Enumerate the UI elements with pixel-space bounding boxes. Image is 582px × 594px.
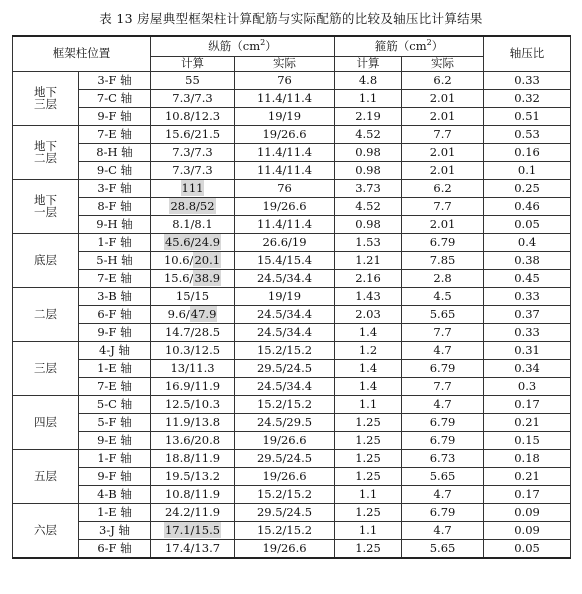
long-bar-calc xyxy=(151,270,235,288)
long-bar-calc xyxy=(151,72,235,90)
stirrup-actual: 6.73 xyxy=(402,450,484,468)
axial-ratio: 0.16 xyxy=(484,144,571,162)
long-bar-actual: 24.5/34.4 xyxy=(235,306,335,324)
axial-ratio: 0.1 xyxy=(484,162,571,180)
stirrup-calc: 1.4 xyxy=(335,324,402,342)
long-bar-actual: 19/19 xyxy=(235,108,335,126)
axial-ratio: 0.05 xyxy=(484,216,571,234)
stirrup-actual: 7.7 xyxy=(402,324,484,342)
table-row xyxy=(13,306,571,324)
long-bar-actual: 11.4/11.4 xyxy=(235,144,335,162)
table-row xyxy=(13,540,571,559)
long-bar-calc xyxy=(151,252,235,270)
highlighted-value: 28.8/52 xyxy=(170,198,215,213)
value-part: 9.6/ xyxy=(167,306,190,321)
axial-ratio: 0.09 xyxy=(484,504,571,522)
floor-label: 四层 xyxy=(13,396,79,450)
long-bar-actual: 24.5/34.4 xyxy=(235,378,335,396)
header-stirrup-sup: 2 xyxy=(426,37,432,47)
header-stirrup-actual: 实际 xyxy=(402,57,484,72)
value-part: 8.1/8.1 xyxy=(172,216,213,231)
table-row xyxy=(13,468,571,486)
long-bar-calc xyxy=(151,432,235,450)
axial-ratio: 0.46 xyxy=(484,198,571,216)
value-part: 10.3/12.5 xyxy=(164,342,221,357)
column-axis: 9-F 轴 xyxy=(79,468,151,486)
value-part: 10.6/ xyxy=(163,252,194,267)
value-part: 7.3/7.3 xyxy=(172,90,213,105)
axial-ratio: 0.32 xyxy=(484,90,571,108)
long-bar-actual: 29.5/24.5 xyxy=(235,504,335,522)
column-axis: 5-F 轴 xyxy=(79,414,151,432)
table-row xyxy=(13,144,571,162)
header-long-actual: 实际 xyxy=(235,57,335,72)
long-bar-calc xyxy=(151,468,235,486)
stirrup-calc: 4.52 xyxy=(335,198,402,216)
long-bar-actual: 24.5/34.4 xyxy=(235,270,335,288)
stirrup-calc: 1.1 xyxy=(335,486,402,504)
long-bar-actual: 24.5/34.4 xyxy=(235,324,335,342)
long-bar-actual: 11.4/11.4 xyxy=(235,216,335,234)
long-bar-calc xyxy=(151,306,235,324)
axial-ratio: 0.33 xyxy=(484,288,571,306)
stirrup-calc: 0.98 xyxy=(335,216,402,234)
header-stirrup-calc: 计算 xyxy=(335,57,402,72)
stirrup-actual: 2.01 xyxy=(402,216,484,234)
long-bar-calc xyxy=(151,450,235,468)
table-body xyxy=(13,72,571,559)
column-axis: 9-E 轴 xyxy=(79,432,151,450)
axial-ratio: 0.33 xyxy=(484,72,571,90)
stirrup-actual: 2.01 xyxy=(402,90,484,108)
header-long-bar xyxy=(151,36,335,57)
column-axis: 1-F 轴 xyxy=(79,234,151,252)
stirrup-calc: 2.03 xyxy=(335,306,402,324)
stirrup-actual: 2.01 xyxy=(402,144,484,162)
stirrup-calc: 1.1 xyxy=(335,90,402,108)
highlighted-value: 47.9 xyxy=(190,306,217,321)
table-row xyxy=(13,162,571,180)
long-bar-actual: 19/26.6 xyxy=(235,432,335,450)
axial-ratio: 0.17 xyxy=(484,396,571,414)
axial-ratio: 0.17 xyxy=(484,486,571,504)
table-row xyxy=(13,324,571,342)
column-axis: 3-F 轴 xyxy=(79,72,151,90)
axial-ratio: 0.4 xyxy=(484,234,571,252)
long-bar-calc xyxy=(151,180,235,198)
table-row xyxy=(13,360,571,378)
value-part: 55 xyxy=(185,72,200,87)
column-axis: 7-C 轴 xyxy=(79,90,151,108)
table-row xyxy=(13,414,571,432)
column-axis: 7-E 轴 xyxy=(79,126,151,144)
stirrup-actual: 4.7 xyxy=(402,342,484,360)
column-axis: 9-F 轴 xyxy=(79,108,151,126)
header-stirrup-close: ） xyxy=(431,38,444,53)
floor-label: 地下 一层 xyxy=(13,180,79,234)
long-bar-actual: 15.4/15.4 xyxy=(235,252,335,270)
stirrup-calc: 1.2 xyxy=(335,342,402,360)
column-axis: 4-B 轴 xyxy=(79,486,151,504)
axial-ratio: 0.33 xyxy=(484,324,571,342)
long-bar-calc xyxy=(151,234,235,252)
stirrup-calc: 3.73 xyxy=(335,180,402,198)
value-part: 19.5/13.2 xyxy=(164,468,221,483)
long-bar-calc xyxy=(151,162,235,180)
table-row xyxy=(13,342,571,360)
stirrup-calc: 4.8 xyxy=(335,72,402,90)
long-bar-calc xyxy=(151,144,235,162)
long-bar-actual: 76 xyxy=(235,72,335,90)
axial-ratio: 0.3 xyxy=(484,378,571,396)
value-part: 15.6/21.5 xyxy=(164,126,221,141)
long-bar-calc xyxy=(151,378,235,396)
stirrup-calc: 1.21 xyxy=(335,252,402,270)
column-axis: 1-E 轴 xyxy=(79,504,151,522)
floor-label: 二层 xyxy=(13,288,79,342)
axial-ratio: 0.21 xyxy=(484,468,571,486)
long-bar-actual: 29.5/24.5 xyxy=(235,360,335,378)
value-part: 15/15 xyxy=(175,288,210,303)
long-bar-actual: 15.2/15.2 xyxy=(235,396,335,414)
column-axis: 9-F 轴 xyxy=(79,324,151,342)
stirrup-actual: 2.01 xyxy=(402,108,484,126)
table-row xyxy=(13,288,571,306)
highlighted-value: 111 xyxy=(181,180,204,195)
long-bar-calc xyxy=(151,414,235,432)
stirrup-actual: 5.65 xyxy=(402,540,484,559)
highlighted-value: 17.1/15.5 xyxy=(164,522,221,537)
long-bar-actual: 15.2/15.2 xyxy=(235,486,335,504)
stirrup-calc: 1.43 xyxy=(335,288,402,306)
table-row xyxy=(13,432,571,450)
header-long-bar-label: 纵筋（cm xyxy=(208,38,261,53)
value-part: 24.2/11.9 xyxy=(164,504,221,519)
long-bar-actual: 19/19 xyxy=(235,288,335,306)
long-bar-actual: 19/26.6 xyxy=(235,198,335,216)
stirrup-actual: 7.7 xyxy=(402,378,484,396)
long-bar-calc xyxy=(151,108,235,126)
floor-label: 六层 xyxy=(13,504,79,559)
long-bar-calc xyxy=(151,216,235,234)
table-row xyxy=(13,378,571,396)
stirrup-calc: 2.16 xyxy=(335,270,402,288)
value-part: 17.4/13.7 xyxy=(164,540,221,555)
long-bar-calc xyxy=(151,324,235,342)
long-bar-calc xyxy=(151,504,235,522)
table-row xyxy=(13,126,571,144)
long-bar-actual: 15.2/15.2 xyxy=(235,342,335,360)
column-axis: 3-F 轴 xyxy=(79,180,151,198)
value-part: 7.3/7.3 xyxy=(172,144,213,159)
stirrup-calc: 1.25 xyxy=(335,540,402,559)
column-axis: 7-E 轴 xyxy=(79,270,151,288)
long-bar-calc xyxy=(151,396,235,414)
stirrup-actual: 2.8 xyxy=(402,270,484,288)
table-row xyxy=(13,90,571,108)
stirrup-actual: 6.2 xyxy=(402,72,484,90)
stirrup-calc: 2.19 xyxy=(335,108,402,126)
long-bar-actual: 19/26.6 xyxy=(235,126,335,144)
stirrup-calc: 1.25 xyxy=(335,468,402,486)
highlighted-value: 38.9 xyxy=(194,270,221,285)
value-part: 14.7/28.5 xyxy=(164,324,221,339)
stirrup-calc: 1.1 xyxy=(335,522,402,540)
long-bar-actual: 76 xyxy=(235,180,335,198)
stirrup-actual: 4.7 xyxy=(402,396,484,414)
value-part: 13.6/20.8 xyxy=(164,432,221,447)
table-row xyxy=(13,216,571,234)
long-bar-actual: 11.4/11.4 xyxy=(235,162,335,180)
axial-ratio: 0.09 xyxy=(484,522,571,540)
stirrup-actual: 6.79 xyxy=(402,504,484,522)
value-part: 18.8/11.9 xyxy=(164,450,221,465)
stirrup-actual: 6.79 xyxy=(402,234,484,252)
column-axis: 3-J 轴 xyxy=(79,522,151,540)
stirrup-calc: 1.25 xyxy=(335,414,402,432)
table-row xyxy=(13,396,571,414)
table-row xyxy=(13,108,571,126)
floor-label: 底层 xyxy=(13,234,79,288)
column-axis: 7-E 轴 xyxy=(79,378,151,396)
value-part: 11.9/13.8 xyxy=(164,414,221,429)
header-axial-ratio: 轴压比 xyxy=(484,36,571,72)
stirrup-actual: 4.7 xyxy=(402,486,484,504)
header-position: 框架柱位置 xyxy=(13,36,151,72)
stirrup-calc: 4.52 xyxy=(335,126,402,144)
table-row xyxy=(13,486,571,504)
axial-ratio: 0.34 xyxy=(484,360,571,378)
table-row xyxy=(13,270,571,288)
axial-ratio: 0.15 xyxy=(484,432,571,450)
stirrup-actual: 2.01 xyxy=(402,162,484,180)
stirrup-actual: 6.79 xyxy=(402,360,484,378)
header-row-1 xyxy=(13,36,571,57)
long-bar-calc xyxy=(151,522,235,540)
axial-ratio: 0.25 xyxy=(484,180,571,198)
stirrup-actual: 6.79 xyxy=(402,432,484,450)
long-bar-calc xyxy=(151,288,235,306)
stirrup-calc: 1.53 xyxy=(335,234,402,252)
long-bar-actual: 26.6/19 xyxy=(235,234,335,252)
column-axis: 9-H 轴 xyxy=(79,216,151,234)
stirrup-actual: 4.7 xyxy=(402,522,484,540)
value-part: 13/11.3 xyxy=(170,360,215,375)
table-row xyxy=(13,72,571,90)
axial-ratio: 0.53 xyxy=(484,126,571,144)
value-part: 12.5/10.3 xyxy=(164,396,221,411)
stirrup-actual: 7.85 xyxy=(402,252,484,270)
long-bar-calc xyxy=(151,198,235,216)
table-title: 表 13 房屋典型框架柱计算配筋与实际配筋的比较及轴压比计算结果 xyxy=(99,11,483,26)
column-axis: 6-F 轴 xyxy=(79,540,151,559)
column-axis: 9-C 轴 xyxy=(79,162,151,180)
long-bar-actual: 11.4/11.4 xyxy=(235,90,335,108)
floor-label: 五层 xyxy=(13,450,79,504)
axial-ratio: 0.31 xyxy=(484,342,571,360)
stirrup-calc: 1.25 xyxy=(335,432,402,450)
long-bar-calc xyxy=(151,342,235,360)
stirrup-actual: 6.79 xyxy=(402,414,484,432)
long-bar-actual: 15.2/15.2 xyxy=(235,522,335,540)
stirrup-actual: 4.5 xyxy=(402,288,484,306)
long-bar-actual: 24.5/29.5 xyxy=(235,414,335,432)
header-stirrup xyxy=(335,36,484,57)
long-bar-calc xyxy=(151,486,235,504)
table-row xyxy=(13,198,571,216)
axial-ratio: 0.51 xyxy=(484,108,571,126)
value-part: 16.9/11.9 xyxy=(164,378,221,393)
floor-label: 地下 二层 xyxy=(13,126,79,180)
value-part: 7.3/7.3 xyxy=(172,162,213,177)
table-row xyxy=(13,234,571,252)
column-axis: 5-H 轴 xyxy=(79,252,151,270)
long-bar-calc xyxy=(151,540,235,559)
axial-ratio: 0.45 xyxy=(484,270,571,288)
long-bar-actual: 19/26.6 xyxy=(235,468,335,486)
column-axis: 3-B 轴 xyxy=(79,288,151,306)
table-row xyxy=(13,504,571,522)
stirrup-calc: 1.4 xyxy=(335,378,402,396)
long-bar-calc xyxy=(151,360,235,378)
header-long-bar-sup: 2 xyxy=(260,37,266,47)
stirrup-actual: 7.7 xyxy=(402,126,484,144)
table-row xyxy=(13,180,571,198)
header-long-calc: 计算 xyxy=(151,57,235,72)
long-bar-actual: 29.5/24.5 xyxy=(235,450,335,468)
floor-label: 三层 xyxy=(13,342,79,396)
axial-ratio: 0.05 xyxy=(484,540,571,559)
column-axis: 1-E 轴 xyxy=(79,360,151,378)
stirrup-actual: 7.7 xyxy=(402,198,484,216)
highlighted-value: 20.1 xyxy=(194,252,221,267)
stirrup-actual: 6.2 xyxy=(402,180,484,198)
column-axis: 1-F 轴 xyxy=(79,450,151,468)
axial-ratio: 0.18 xyxy=(484,450,571,468)
column-axis: 6-F 轴 xyxy=(79,306,151,324)
stirrup-calc: 1.1 xyxy=(335,396,402,414)
stirrup-calc: 1.25 xyxy=(335,504,402,522)
column-axis: 8-F 轴 xyxy=(79,198,151,216)
floor-label: 地下 三层 xyxy=(13,72,79,126)
table-row xyxy=(13,522,571,540)
value-part: 10.8/12.3 xyxy=(164,108,221,123)
column-axis: 8-H 轴 xyxy=(79,144,151,162)
axial-ratio: 0.38 xyxy=(484,252,571,270)
value-part: 15.6/ xyxy=(163,270,194,285)
stirrup-calc: 0.98 xyxy=(335,144,402,162)
header-long-bar-close: ） xyxy=(265,38,277,53)
stirrup-calc: 1.25 xyxy=(335,450,402,468)
axial-ratio: 0.37 xyxy=(484,306,571,324)
stirrup-calc: 0.98 xyxy=(335,162,402,180)
long-bar-actual: 19/26.6 xyxy=(235,540,335,559)
table-row xyxy=(13,252,571,270)
table-row xyxy=(13,450,571,468)
column-axis: 5-C 轴 xyxy=(79,396,151,414)
stirrup-actual: 5.65 xyxy=(402,306,484,324)
stirrup-actual: 5.65 xyxy=(402,468,484,486)
highlighted-value: 45.6/24.9 xyxy=(164,234,221,249)
stirrup-calc: 1.4 xyxy=(335,360,402,378)
value-part: 10.8/11.9 xyxy=(164,486,221,501)
data-table xyxy=(12,35,571,559)
header-stirrup-label: 箍筋（cm xyxy=(374,38,427,53)
column-axis: 4-J 轴 xyxy=(79,342,151,360)
long-bar-calc xyxy=(151,90,235,108)
long-bar-calc xyxy=(151,126,235,144)
axial-ratio: 0.21 xyxy=(484,414,571,432)
